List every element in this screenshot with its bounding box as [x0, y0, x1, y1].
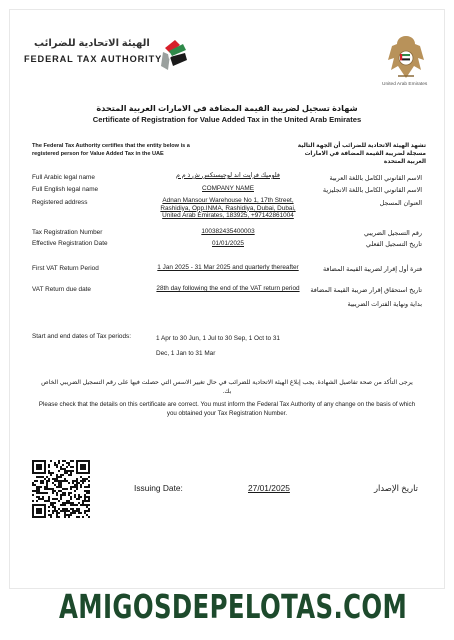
value-address: Adnan Mansour Warehouse No 1, 17th Street, Rashidiya, Opp.INMA, Rashidiya, Dubai, Dubai, United Arab Emirates, 183925, +97142861004	[160, 197, 296, 220]
notice-ar: يرجى التأكد من صحة تفاصيل الشهادة. يجب إبلاغ الهيئة الاتحادية للضرائب في حال تغيير الاسس التي حصلت فيها على رقم التسجيل الضريبي الخاص بك.	[41, 379, 413, 395]
label-arabic-name-en: Full Arabic legal name	[32, 174, 95, 181]
certifies-ar: تشهد الهيئة الاتحادية للضرائب أن الجهة التالية مسجلة لضريبة القيمة المضافة في الامارات العربية المتحدة	[297, 143, 426, 165]
tax-periods-line-1: 1 Apr to 30 Jun, 1 Jul to 30 Sep, 1 Oct to 31	[156, 335, 280, 342]
issuing-date-label-ar: تاريخ الإصدار	[374, 483, 418, 493]
value-english-name: COMPANY NAME	[202, 185, 254, 192]
label-trn-en: Tax Registration Number	[32, 229, 103, 236]
value-first-return: 1 Jan 2025 - 31 Mar 2025 and quarterly thereafter	[157, 264, 299, 271]
value-tax-periods	[156, 331, 306, 361]
authority-name-ar: الهيئة الاتحادية للضرائب	[34, 38, 150, 49]
label-tax-periods-en: Start and end dates of Tax periods:	[32, 333, 132, 340]
label-english-name-en: Full English legal name	[32, 186, 99, 193]
title-ar: شهادة تسجيل لضريبة القيمة المضافة في الامارات العربية المتحدة	[96, 104, 358, 113]
label-due-date-ar: تاريخ استحقاق إقرار ضريبة القيمة المضافة	[310, 287, 422, 294]
title-en: Certificate of Registration for Value Added Tax in the United Arab Emirates	[92, 115, 362, 124]
label-effective-date-en: Effective Registration Date	[32, 240, 108, 247]
certifies-en: The Federal Tax Authority certifies that the entity below is a registered person for Value Added Tax in the UAE	[32, 143, 190, 157]
uae-emblem-icon	[384, 32, 428, 82]
value-effective-date: 01/01/2025	[212, 240, 244, 247]
authority-name-en: FEDERAL TAX AUTHORITY	[24, 54, 163, 64]
issuing-date-value: 27/01/2025	[248, 483, 290, 493]
label-trn-ar: رقم التسجيل الضريبي	[363, 230, 422, 237]
watermark-text: AMIGOSDEPELOTAS.COM	[59, 587, 408, 626]
value-trn: 100382435400003	[201, 228, 255, 235]
label-tax-periods-ar: بداية ونهاية الفترات الضريبية	[347, 301, 422, 308]
label-first-return-ar: فترة أول إقرار لضريبة القيمة المضافة	[323, 266, 422, 273]
label-address-ar: العنوان المسجل	[379, 200, 422, 207]
emblem-caption: United Arab Emirates	[382, 82, 428, 87]
value-due-date: 28th day following the end of the VAT return period	[156, 285, 300, 292]
qr-code-icon	[32, 460, 90, 518]
label-effective-date-ar: تاريخ التسجيل الفعلي	[366, 241, 422, 248]
label-address-en: Registered address	[32, 199, 88, 206]
label-english-name-ar: الاسم القانوني الكامل باللغة الانجليزية	[322, 187, 422, 194]
tax-periods-line-2: Dec, 1 Jan to 31 Mar	[156, 350, 216, 357]
issuing-date-label-en: Issuing Date:	[134, 483, 183, 493]
label-due-date-en: VAT Return due date	[32, 286, 91, 293]
notice-en: Please check that the details on this certificate are correct. You must inform the Federal Tax Authority of any change on the basis of which you obtained your Tax Registration Number.	[38, 401, 416, 417]
label-arabic-name-ar: الاسم القانوني الكامل باللغة العربية	[329, 175, 422, 182]
label-first-return-en: First VAT Return Period	[32, 265, 99, 272]
value-arabic-name: فلوميك فرايت اند لوجيستكس ش ذ م م	[176, 172, 280, 179]
